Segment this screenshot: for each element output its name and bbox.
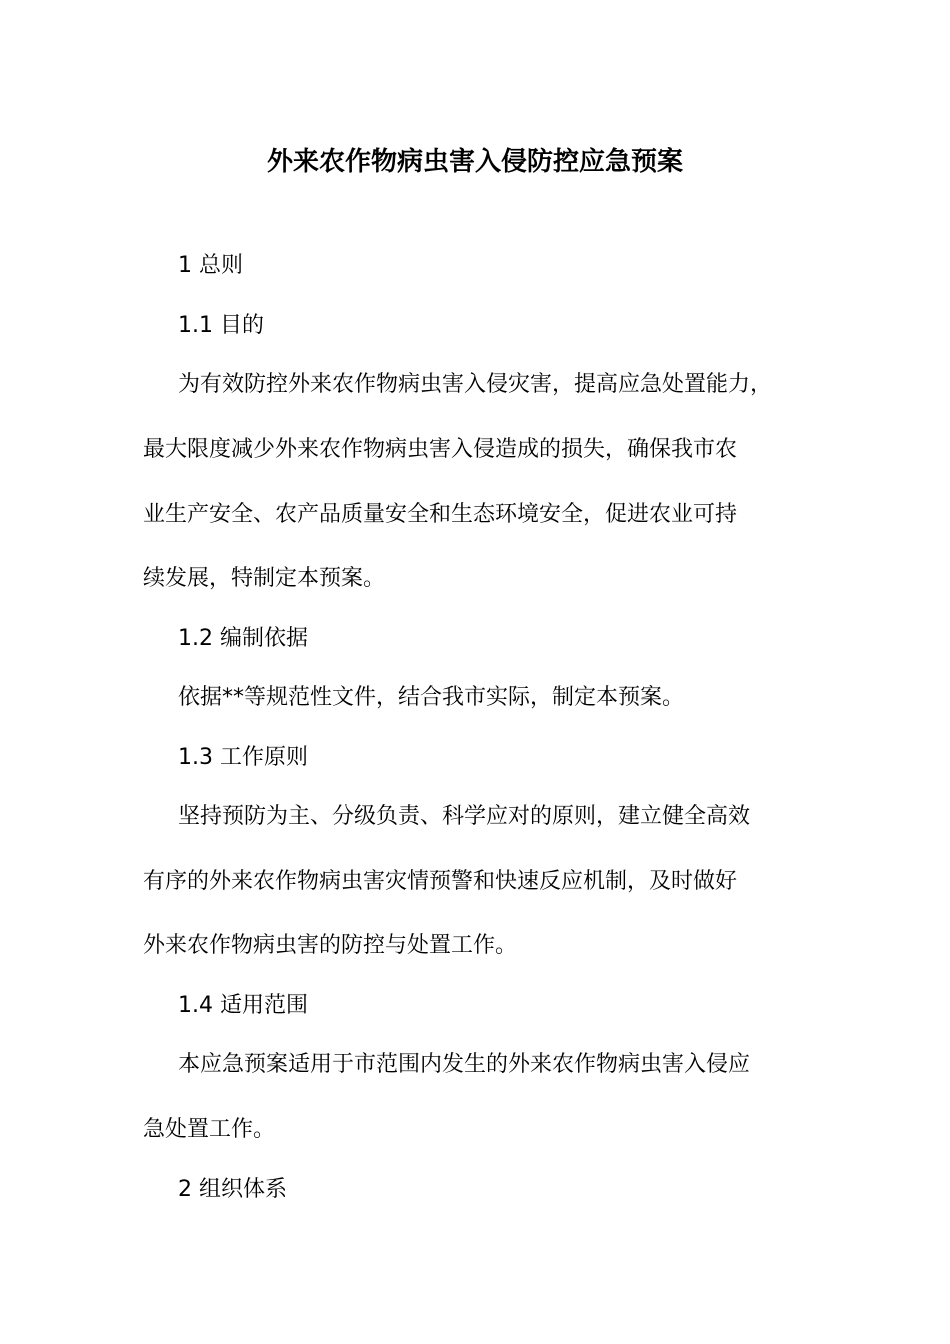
paragraph-line: 依据**等规范性文件，结合我市实际，制定本预案。	[178, 685, 685, 710]
heading-section-1: 1 总则	[178, 253, 243, 278]
heading-section-2: 2 组织体系	[178, 1177, 287, 1202]
paragraph-line: 坚持预防为主、分级负责、科学应对的原则，建立健全高效	[178, 804, 751, 829]
paragraph-line: 有序的外来农作物病虫害灾情预警和快速反应机制，及时做好	[143, 869, 738, 894]
heading-section-1-4: 1.4 适用范围	[178, 993, 308, 1018]
paragraph-line: 最大限度减少外来农作物病虫害入侵造成的损失，确保我市农	[143, 437, 738, 462]
paragraph-line: 急处置工作。	[143, 1117, 276, 1142]
heading-section-1-2: 1.2 编制依据	[178, 626, 308, 651]
paragraph-line: 续发展，特制定本预案。	[143, 566, 386, 591]
heading-section-1-3: 1.3 工作原则	[178, 745, 308, 770]
document-title: 外来农作物病虫害入侵防控应急预案	[266, 147, 683, 177]
paragraph-line: 外来农作物病虫害的防控与处置工作。	[143, 933, 518, 958]
paragraph-line: 为有效防控外来农作物病虫害入侵灾害，提高应急处置能力，	[178, 372, 773, 397]
paragraph-line: 业生产安全、农产品质量安全和生态环境安全，促进农业可持	[143, 502, 738, 527]
paragraph-line: 本应急预案适用于市范围内发生的外来农作物病虫害入侵应	[178, 1052, 751, 1077]
heading-section-1-1: 1.1 目的	[178, 313, 264, 338]
